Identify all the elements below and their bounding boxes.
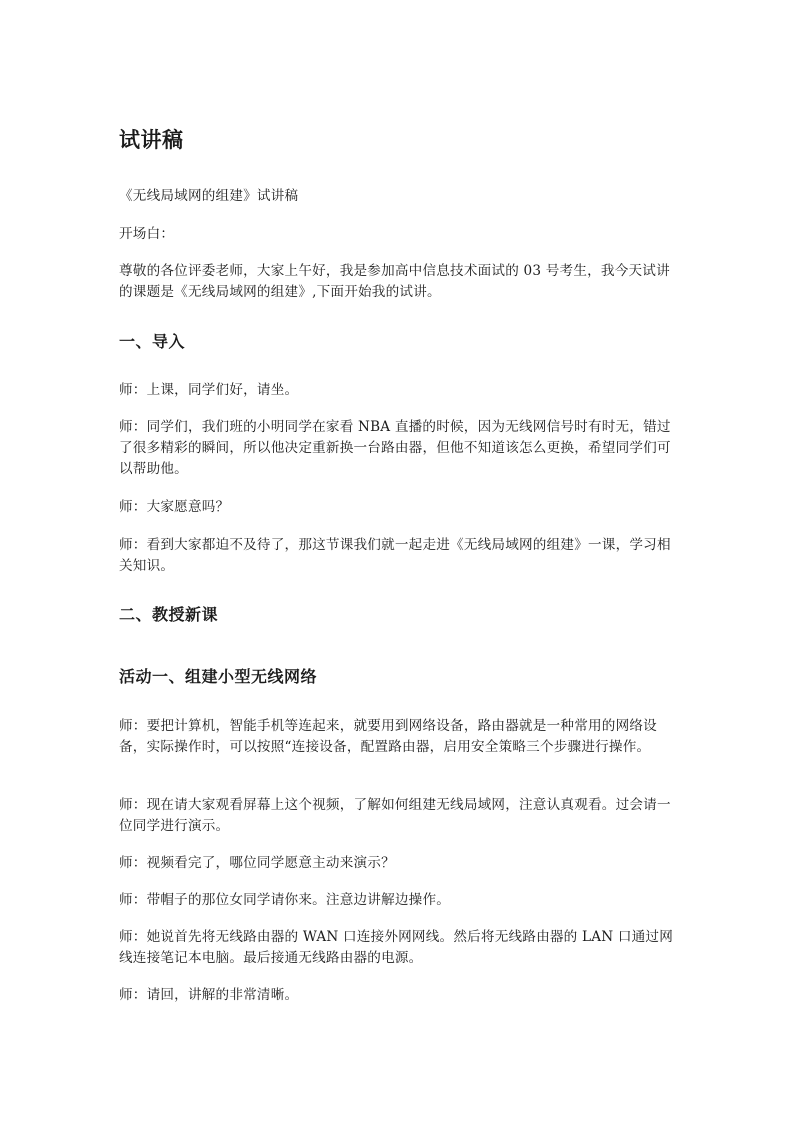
section-heading-new-lesson: 二、教授新课 [119,605,219,624]
opening-paragraph: 尊敬的各位评委老师，大家上午好，我是参加高中信息技术面试的 03 号考生，我今天试讲的课题是《无线局域网的组建》,下面开始我的试讲。 [119,263,670,300]
intro-paragraph-4: 师：看到大家都迫不及待了，那这节课我们就一起走进《无线局域网的组建》一课，学习相关知识。 [119,537,671,574]
activity-paragraph-2: 师：现在请大家观看屏幕上这个视频，了解如何组建无线局域网，注意认真观看。过会请一位同学进行演示。 [119,797,671,834]
activity-paragraph-5: 师：她说首先将无线路由器的 WAN 口连接外网网线。然后将无线路由器的 LAN 口通过网线连接笔记本电脑。最后接通无线路由器的电源。 [119,929,674,966]
intro-paragraph-3: 师：大家愿意吗？ [119,499,230,515]
section-heading-intro: 一、导入 [119,332,186,351]
activity-paragraph-1: 师：要把计算机，智能手机等连起来，就要用到网络设备，路由器就是一种常用的网络设备，实际操作时，可以按照“连接设备，配置路由器，启用安全策略三个步骤进行操作。 [119,718,657,755]
opening-label: 开场白： [119,226,175,242]
activity-paragraph-6: 师：请回，讲解的非常清晰。 [119,987,299,1003]
intro-paragraph-1: 师：上课，同学们好，请坐。 [119,382,299,398]
activity-paragraph-4: 师：带帽子的那位女同学请你来。注意边讲解边操作。 [119,892,451,908]
intro-paragraph-2: 师：同学们，我们班的小明同学在家看 NBA 直播的时候，因为无线网信号时有时无，错过了很多精彩的瞬间，所以他决定重新换一台路由器，但他不知道该怎么更换，希望同学们可以帮助他。 [119,419,671,477]
document-subtitle: 《无线局域网的组建》试讲稿 [119,188,299,204]
document-title: 试讲稿 [119,128,184,152]
activity-paragraph-3: 师：视频看完了，哪位同学愿意主动来演示？ [119,855,395,871]
activity-heading-1: 活动一、组建小型无线网络 [119,667,318,686]
